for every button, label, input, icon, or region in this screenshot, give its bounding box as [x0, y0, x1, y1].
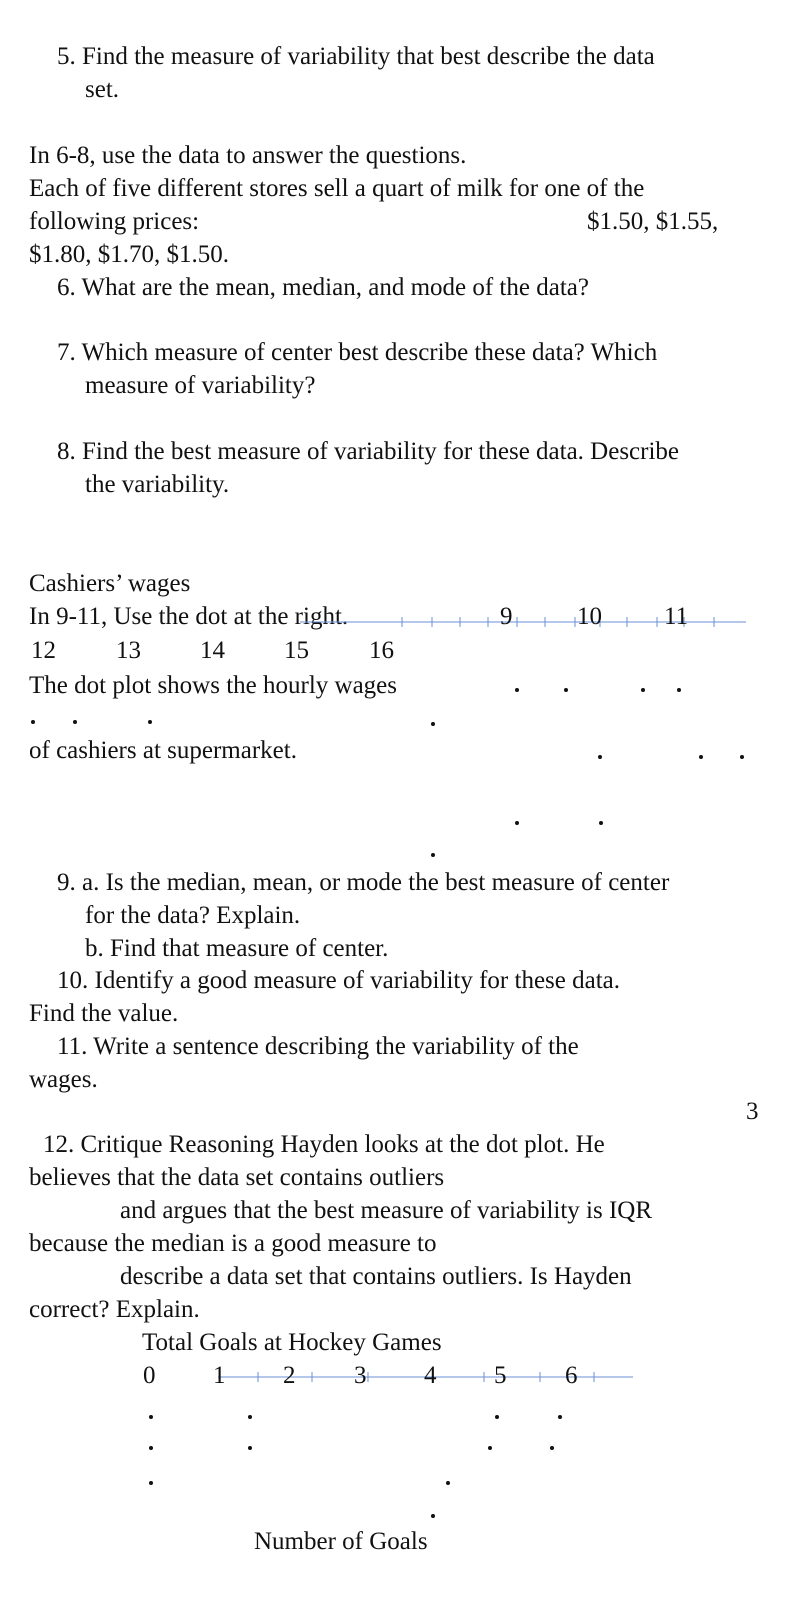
- question-9b: b. Find that measure of center.: [85, 935, 389, 962]
- question-9a-line2: for the data? Explain.: [85, 902, 301, 929]
- milk-prices-line2b: $1.50, $1.55,: [587, 208, 719, 235]
- question-10-line2: Find the value.: [29, 1000, 179, 1027]
- milk-prices-line1: Each of five different stores sell a quart of milk for one of the: [29, 175, 645, 202]
- q5-line1: 5. Find the measure of variability that best describe the data: [57, 43, 655, 70]
- hockey-dot: [248, 1415, 252, 1419]
- hockey-axis-label: 3: [354, 1362, 367, 1389]
- question-7-line2: measure of variability?: [85, 372, 316, 399]
- cashiers-dot: [699, 755, 703, 759]
- hockey-dot: [446, 1481, 450, 1485]
- cashiers-dot: [431, 722, 435, 726]
- cashiers-dot: [148, 720, 152, 724]
- hockey-dot: [495, 1415, 499, 1419]
- hockey-axis-label: 6: [565, 1362, 578, 1389]
- hockey-dot: [248, 1446, 252, 1450]
- question-9a-line1: 9. a. Is the median, mean, or mode the best measure of center: [57, 869, 670, 896]
- cashiers-dot: [515, 688, 519, 692]
- hockey-dot: [149, 1446, 153, 1450]
- hockey-dot: [550, 1446, 554, 1450]
- cashiers-dot: [515, 821, 519, 825]
- cashiers-dot: [564, 688, 568, 692]
- cashiers-description-line2: of cashiers at supermarket.: [29, 737, 297, 764]
- cashiers-dot: [598, 755, 602, 759]
- milk-prices-line3: $1.80, $1.70, $1.50.: [29, 241, 229, 268]
- cashiers-dot: [73, 720, 77, 724]
- hockey-axis-label: 5: [494, 1362, 507, 1389]
- hockey-title: Total Goals at Hockey Games: [142, 1329, 442, 1356]
- hockey-axis-line: [0, 1360, 804, 1400]
- question-12-line2: believes that the data set contains outliers: [29, 1164, 445, 1191]
- milk-prices-line2a: following prices:: [29, 208, 200, 235]
- cashiers-dot: [599, 821, 603, 825]
- hockey-xlabel: Number of Goals: [254, 1528, 428, 1555]
- question-11-line2: wages.: [29, 1066, 98, 1093]
- cashiers-title: Cashiers’ wages: [29, 570, 191, 597]
- cashiers-intro: In 9-11, Use the dot at the right.: [29, 603, 349, 630]
- question-6: 6. What are the mean, median, and mode of the data?: [57, 274, 589, 301]
- cashiers-axis-label: 11: [664, 603, 689, 630]
- section-intro: In 6-8, use the data to answer the questions.: [29, 142, 467, 169]
- hockey-dot: [558, 1415, 562, 1419]
- question-12-line1: 12. Critique Reasoning Hayden looks at the dot plot. He: [43, 1131, 605, 1158]
- cashiers-axis-label: 9: [500, 603, 513, 630]
- cashiers-dot: [641, 688, 645, 692]
- hockey-dot: [149, 1481, 153, 1485]
- hockey-dot: [431, 1514, 435, 1518]
- cashiers-axis-label: 13: [116, 637, 141, 664]
- cashiers-dot: [677, 688, 681, 692]
- hockey-axis-label: 1: [213, 1362, 226, 1389]
- cashiers-dot: [740, 755, 744, 759]
- cashiers-axis-label: 12: [31, 637, 56, 664]
- question-8-line2: the variability.: [85, 471, 230, 498]
- question-12-line5: describe a data set that contains outliers. Is Hayden: [120, 1263, 632, 1290]
- question-10-line1: 10. Identify a good measure of variability for these data.: [57, 967, 621, 994]
- cashiers-description-line1: The dot plot shows the hourly wages: [29, 672, 398, 699]
- hockey-axis-label: 0: [143, 1362, 156, 1389]
- hockey-axis-label: 2: [283, 1362, 296, 1389]
- cashiers-dot: [31, 720, 35, 724]
- hockey-dot: [488, 1446, 492, 1450]
- question-12-line3: and argues that the best measure of variability is IQR: [120, 1197, 653, 1224]
- question-7-line1: 7. Which measure of center best describe these data? Which: [57, 339, 658, 366]
- question-8-line1: 8. Find the best measure of variability for these data. Describe: [57, 438, 680, 465]
- question-12-line4: because the median is a good measure to: [29, 1230, 437, 1257]
- hockey-axis-label: 4: [424, 1362, 437, 1389]
- cashiers-axis-label: 15: [284, 637, 309, 664]
- question-12-line6: correct? Explain.: [29, 1296, 200, 1323]
- q5-line2: set.: [85, 76, 120, 103]
- cashiers-dot: [431, 853, 435, 857]
- cashiers-axis-label: 14: [200, 637, 225, 664]
- cashiers-axis-label: 16: [369, 637, 394, 664]
- hockey-dot: [149, 1415, 153, 1419]
- cashiers-axis-label: 10: [577, 603, 602, 630]
- question-11-line1: 11. Write a sentence describing the variability of the: [57, 1033, 579, 1060]
- page-number: 3: [746, 1098, 759, 1125]
